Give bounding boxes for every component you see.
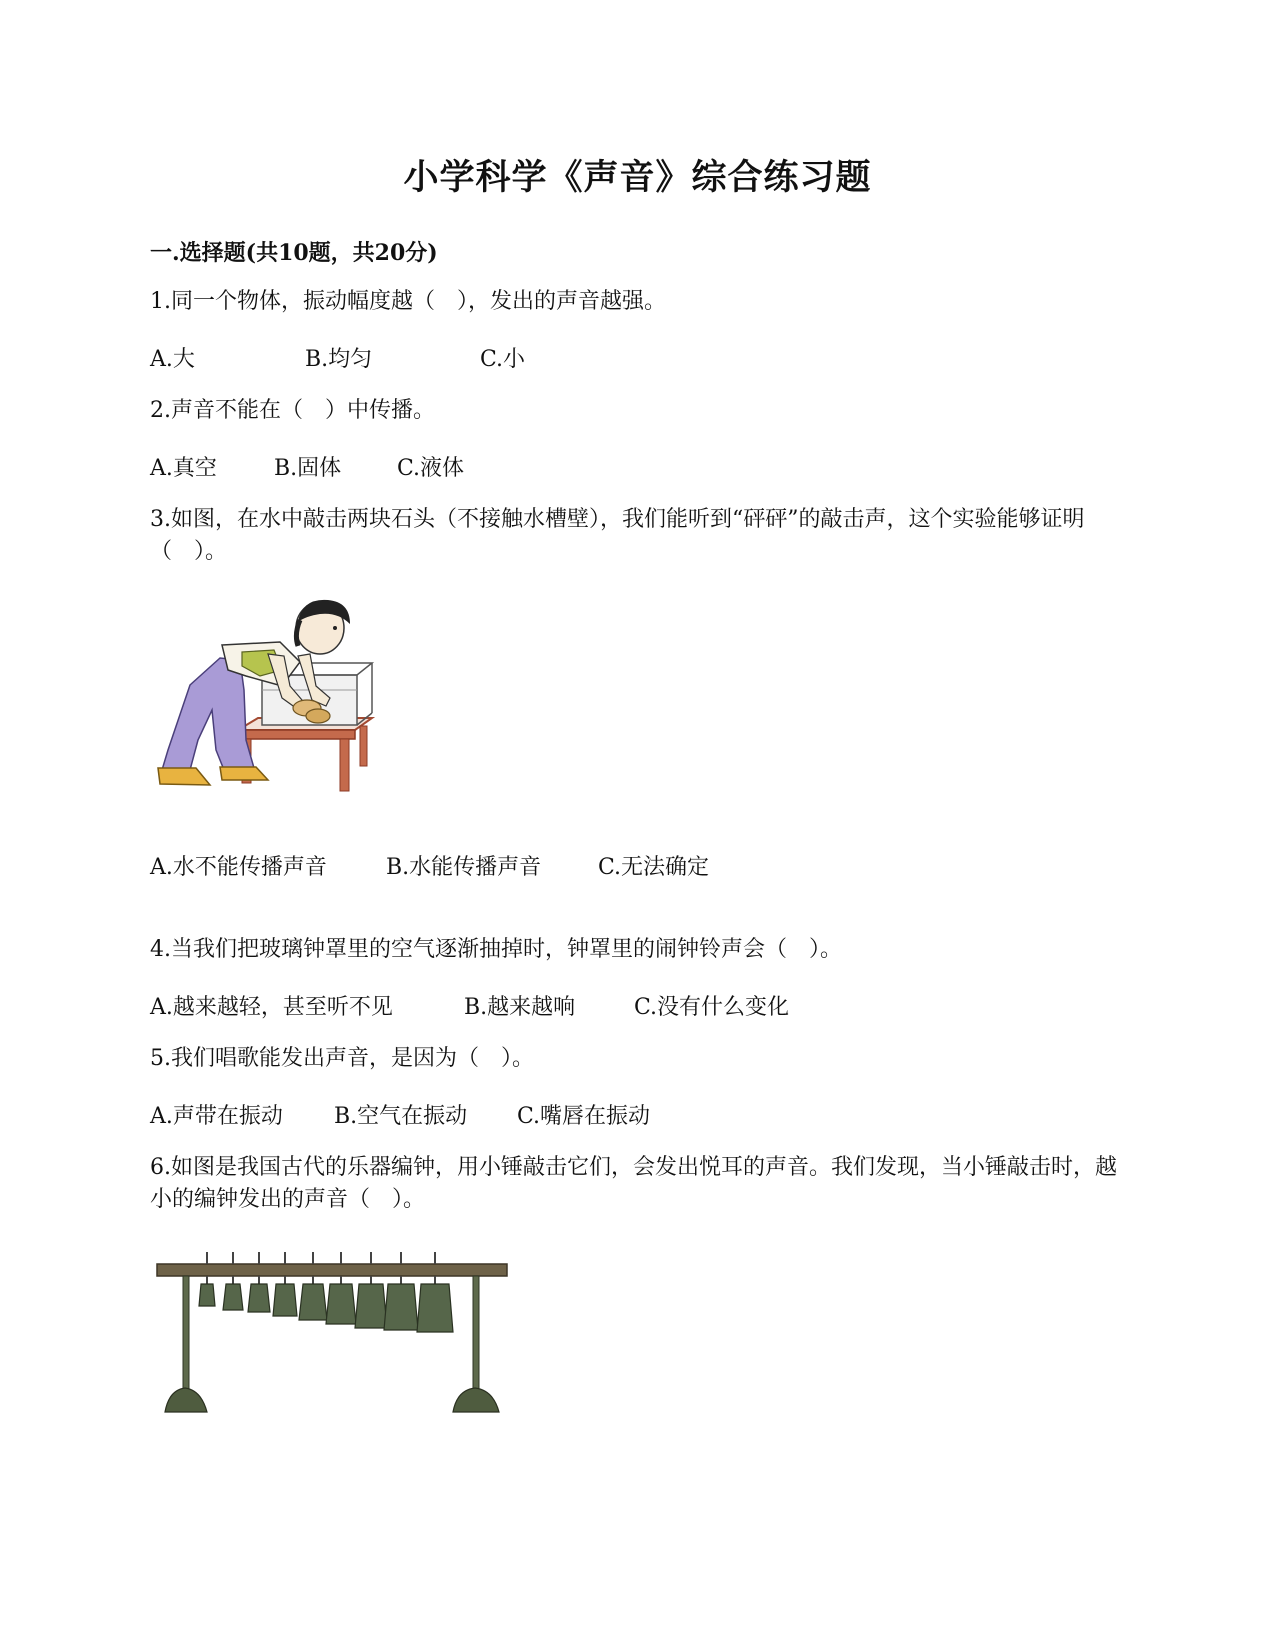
option-a: A.水不能传播声音 <box>150 855 327 880</box>
option-a: A.越来越轻，甚至听不见 <box>150 995 393 1020</box>
question-1-options <box>150 342 525 373</box>
option-b: B.均匀 <box>305 347 373 372</box>
section-heading: 一.选择题(共10题，共20分) <box>150 240 438 266</box>
option-b: B.空气在振动 <box>334 1104 468 1129</box>
question-2: 2.声音不能在（ ）中传播。 <box>150 398 435 423</box>
question-4-options <box>150 990 789 1021</box>
question-4: 4.当我们把玻璃钟罩里的空气逐渐抽掉时，钟罩里的闹钟铃声会（ ）。 <box>150 937 842 962</box>
option-b: B.水能传播声音 <box>386 855 542 880</box>
question-3: 3.如图，在水中敲击两块石头（不接触水槽壁），我们能听到“砰砰”的敲击声，这个实验能够证明（ ）。 <box>150 507 1085 564</box>
question-2-options <box>150 451 464 482</box>
question-5-options <box>150 1099 650 1130</box>
chime-bells-illustration <box>155 1250 510 1425</box>
option-c: C.无法确定 <box>598 855 710 880</box>
question-1: 1.同一个物体，振动幅度越（ ），发出的声音越强。 <box>150 289 666 314</box>
water-tank-experiment-illustration <box>150 590 390 805</box>
page-title: 小学科学《声音》综合练习题 <box>403 157 872 198</box>
question-6: 6.如图是我国古代的乐器编钟，用小锤敲击它们，会发出悦耳的声音。我们发现，当小锤敲击时，越小的编钟发出的声音（ ）。 <box>150 1155 1117 1212</box>
question-3-options <box>150 850 709 881</box>
option-a: A.大 <box>150 347 195 372</box>
option-c: C.液体 <box>397 456 465 481</box>
question-5: 5.我们唱歌能发出声音，是因为（ ）。 <box>150 1046 534 1071</box>
option-a: A.真空 <box>150 456 217 481</box>
option-c: C.小 <box>480 347 526 372</box>
option-b: B.固体 <box>274 456 342 481</box>
option-a: A.声带在振动 <box>150 1104 283 1129</box>
option-c: C.嘴唇在振动 <box>517 1104 651 1129</box>
option-c: C.没有什么变化 <box>634 995 790 1020</box>
option-b: B.越来越响 <box>464 995 576 1020</box>
